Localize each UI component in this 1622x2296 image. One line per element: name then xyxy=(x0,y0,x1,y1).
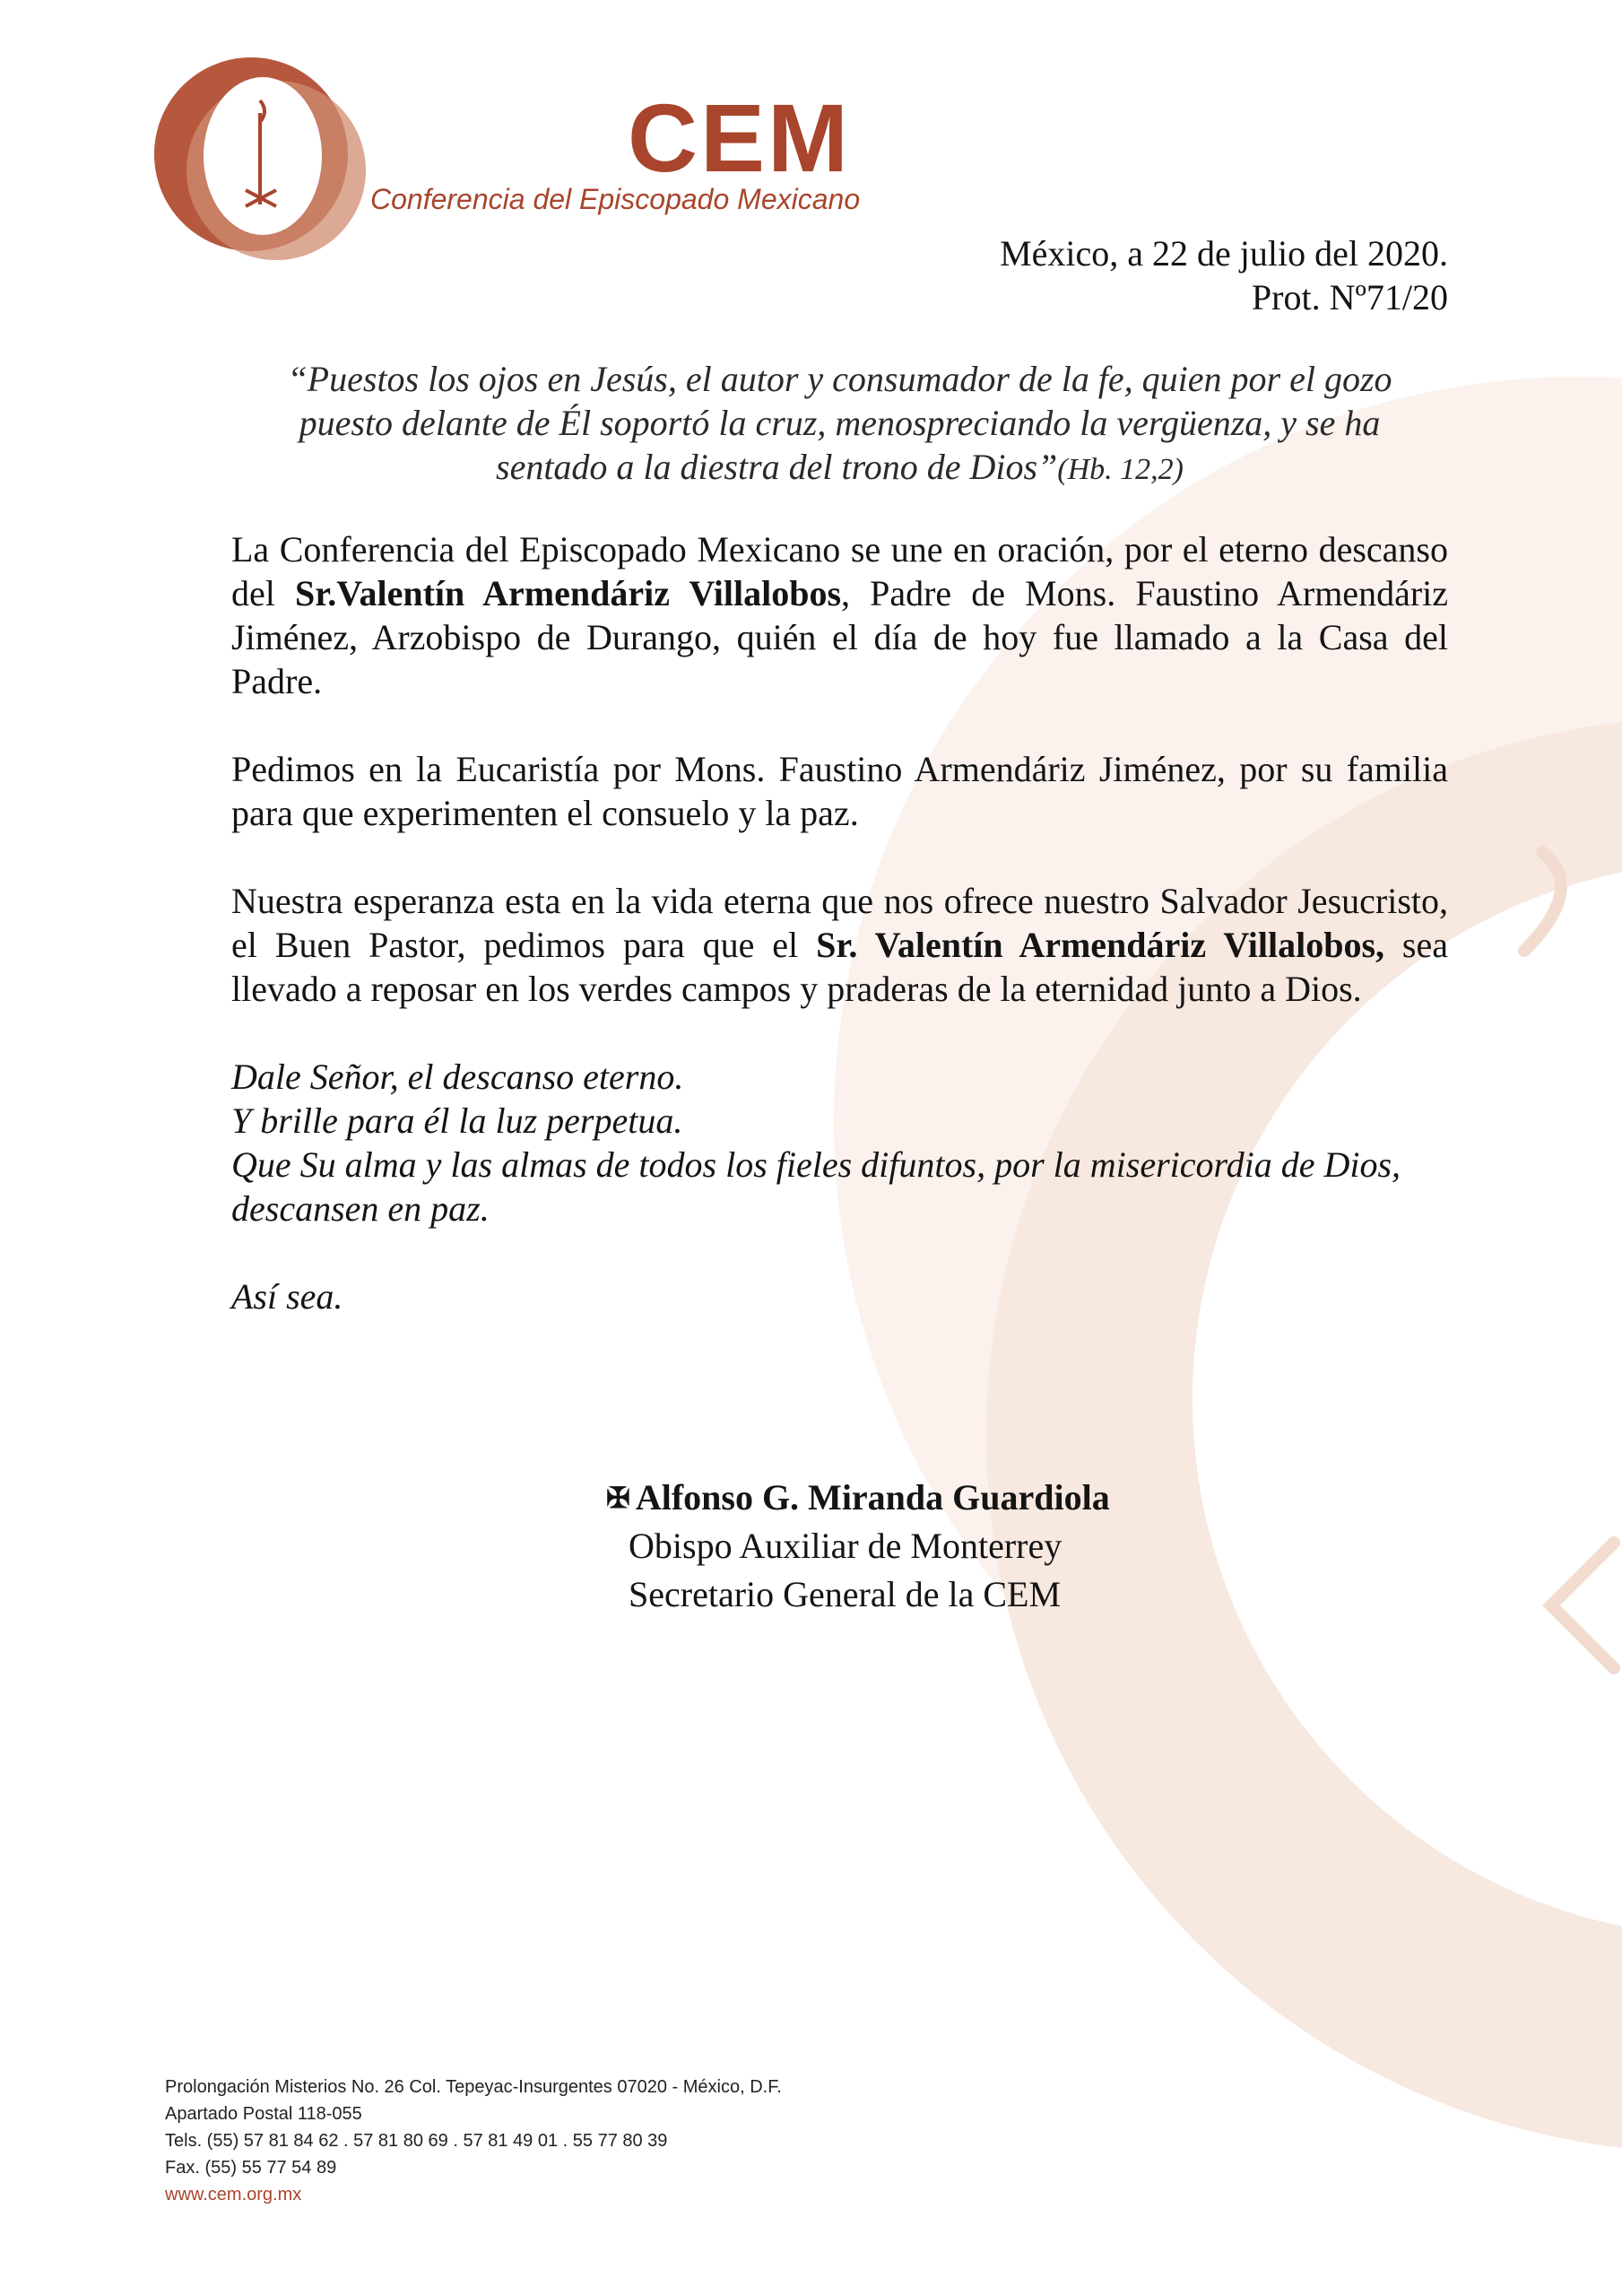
paragraph-hope xyxy=(231,879,1448,1011)
epigraph-line: puesto delante de Él soportó la cruz, menospreciando la vergüenza, y se ha xyxy=(299,403,1381,443)
letter-footer xyxy=(165,2074,782,2208)
paragraph-condolence xyxy=(231,527,1448,703)
epigraph-line xyxy=(231,445,1448,491)
deceased-name: Sr. Valentín Armendáriz Villalobos, xyxy=(816,925,1385,965)
epigraph-line: “Puestos los ojos en Jesús, el autor y consumador de la fe, quien por el gozo xyxy=(287,359,1392,399)
logo-acronym: CEM xyxy=(628,83,851,192)
signatory-role: Secretario General de la CEM xyxy=(629,1574,1062,1614)
paragraph-text: Nuestra esperanza esta en la vida eterna que nos ofrece nuestro Salvador Jesucristo, el Buen Pastor, pedimos para que el xyxy=(231,881,1448,965)
footer-fax: Fax. (55) 55 77 54 89 xyxy=(165,2158,337,2178)
epigraph-quote xyxy=(231,357,1448,491)
paragraph-prayer-request: Pedimos en la Eucaristía por Mons. Faustino Armendáriz Jiménez, por su familia para que experimenten el consuelo y la paz. xyxy=(231,749,1448,833)
protocol-number: Prot. Nº71/20 xyxy=(1251,277,1448,317)
closing-amen: Así sea. xyxy=(231,1276,343,1317)
cross-pattee-icon: ✠ xyxy=(606,1482,630,1514)
deceased-name: Sr.Valentín Armendáriz Villalobos xyxy=(294,573,842,613)
letter-date: México, a 22 de julio del 2020. xyxy=(1000,233,1448,274)
prayer-line: Y brille para él la luz perpetua. xyxy=(231,1100,683,1141)
footer-po-box: Apartado Postal 118-055 xyxy=(165,2104,362,2124)
cem-logo-icon xyxy=(151,47,384,271)
prayer-line: Dale Señor, el descanso eterno. xyxy=(231,1057,684,1097)
signatory-name: Alfonso G. Miranda Guardiola xyxy=(635,1477,1110,1518)
paragraph-text: , Padre de Mons. Faustino Armendáriz Jiménez, Arzobispo de Durango, quién el día de hoy fue llamado a la Casa del Padre. xyxy=(231,573,1449,701)
epigraph-citation: (Hb. 12,2) xyxy=(1057,453,1184,486)
signatory-name-line xyxy=(606,1474,1110,1522)
prayer-block xyxy=(231,1055,1448,1231)
letter-body xyxy=(231,527,1448,1318)
paragraph-text: La Conferencia del Episcopado Mexicano se une en oración, por el eterno descanso del xyxy=(231,529,1448,613)
signatory-role: Obispo Auxiliar de Monterrey xyxy=(629,1526,1063,1566)
logo-organization-name: Conferencia del Episcopado Mexicano xyxy=(370,183,861,215)
signature-block xyxy=(606,1474,1110,1619)
footer-phones: Tels. (55) 57 81 84 62 . 57 81 80 69 . 57 81 49 01 . 55 77 80 39 xyxy=(165,2131,668,2151)
epigraph-line-end: sentado a la diestra del trono de Dios” xyxy=(496,447,1058,487)
footer-website-link[interactable]: www.cem.org.mx xyxy=(165,2185,302,2205)
prayer-line: Que Su alma y las almas de todos los fieles difuntos, por la misericordia de Dios, descansen en paz. xyxy=(231,1144,1401,1229)
date-block xyxy=(1000,231,1448,319)
paragraph-text: sea llevado a reposar en los verdes campos y praderas de la eternidad junto a Dios. xyxy=(231,925,1449,1009)
footer-address: Prolongación Misterios No. 26 Col. Tepeyac-Insurgentes 07020 - México, D.F. xyxy=(165,2077,782,2097)
